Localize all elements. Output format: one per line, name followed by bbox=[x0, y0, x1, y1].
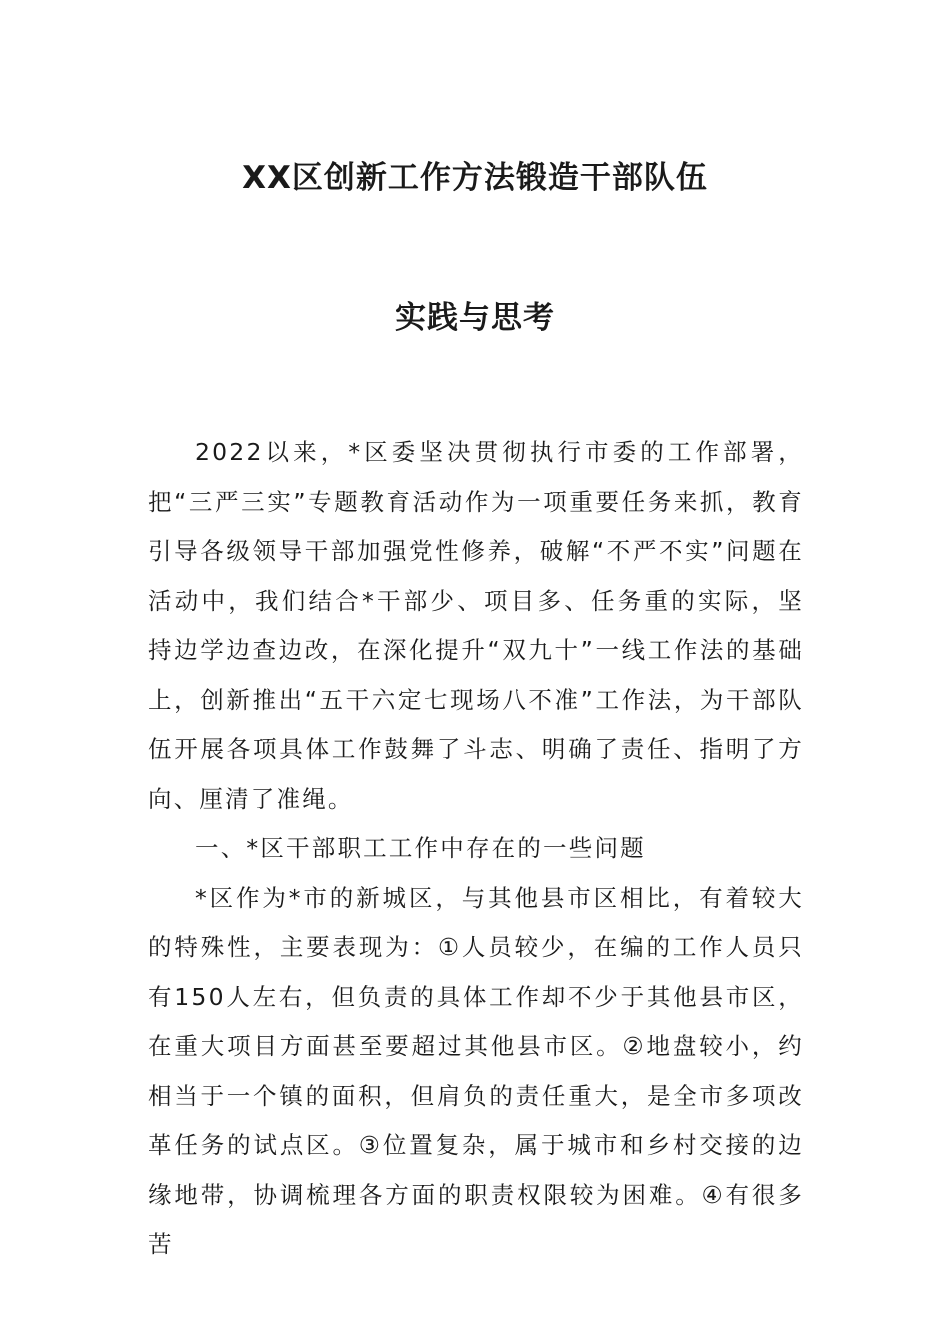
document-subtitle: 实践与思考 bbox=[395, 300, 555, 336]
section-paragraph: *区作为*市的新城区，与其他县市区相比，有着较大的特殊性，主要表现为：①人员较少，在编的工作人员只有150人左右，但负责的具体工作却不少于其他县市区，在重大项目方面甚至要超过其他县市区。②地盘较小，约相当于一个镇的面积，但肩负的责任重大，是全市多项改革任务的试点区。③位置复杂，属于城市和乡村交接的边缘地带，协调梳理各方面的职责权限较为困难。④有很多苦 bbox=[148, 883, 804, 1258]
section-heading: 一、*区干部职工工作中存在的一些问题 bbox=[195, 834, 646, 862]
document-title: XX区创新工作方法锻造干部队伍 bbox=[242, 160, 708, 196]
document-body bbox=[148, 428, 804, 1270]
intro-paragraph: 2022以来，*区委坚决贯彻执行市委的工作部署，把“三严三实”专题教育活动作为一项重要任务来抓，教育引导各级领导干部加强党性修养，破解“不严不实”问题在活动中，我们结合*干部少、项目多、任务重的实际，坚持边学边查边改，在深化提升“双九十”一线工作法的基础上，创新推出“五干六定七现场八不准”工作法，为干部队伍开展各项具体工作鼓舞了斗志、明确了责任、指明了方向、厘清了准绳。 bbox=[148, 438, 804, 813]
